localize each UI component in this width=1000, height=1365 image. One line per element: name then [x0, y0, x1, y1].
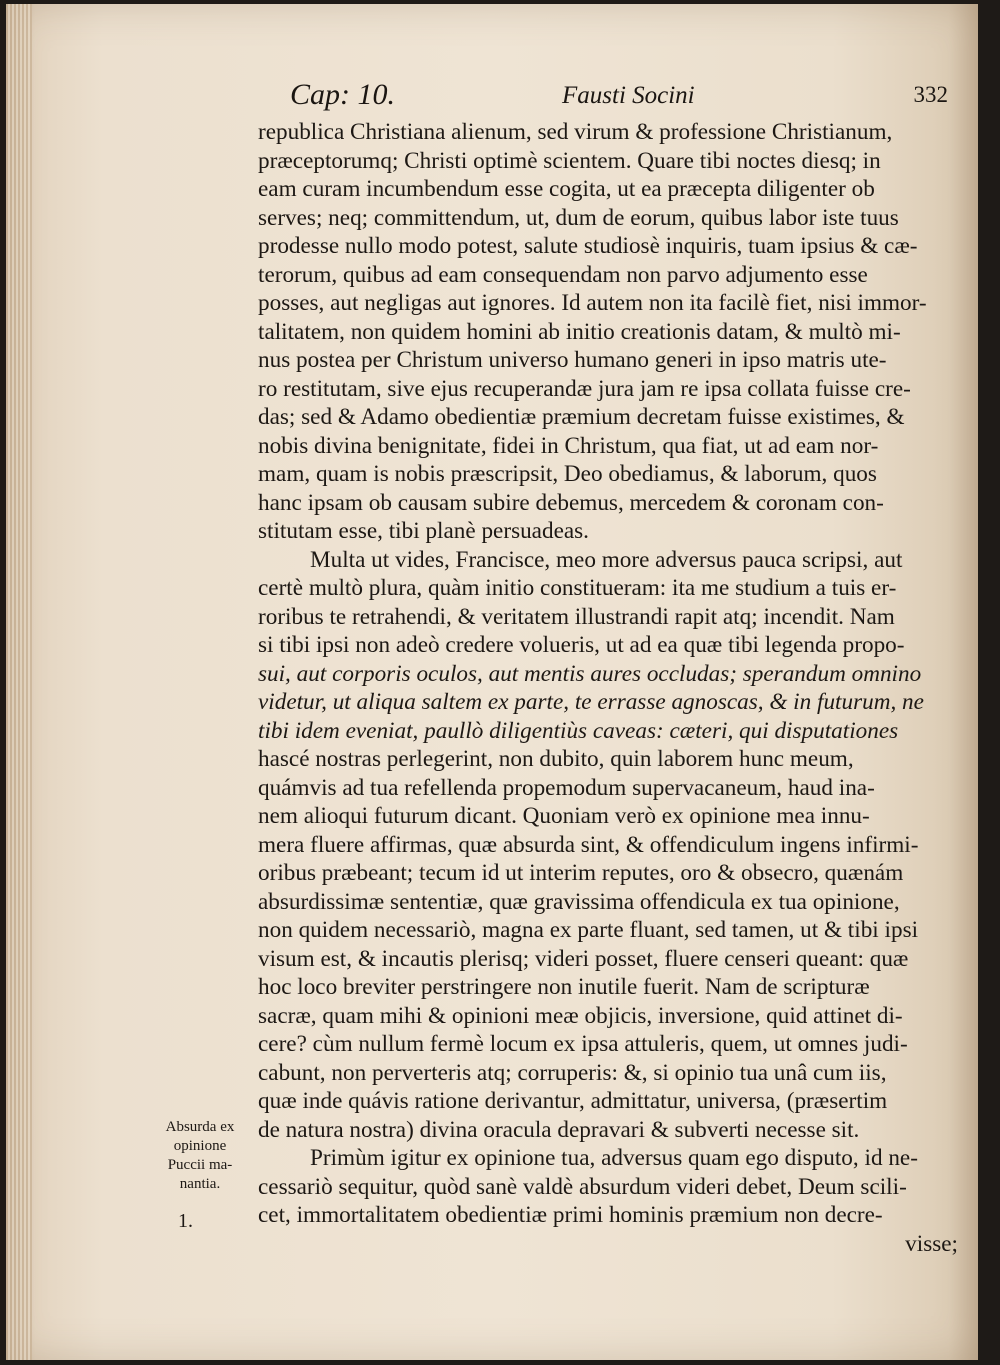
text-line: de natura nostra) divina oracula depravari & subverti necesse sit. — [258, 1116, 860, 1143]
text-line: videtur, ut aliqua saltem ex parte, te errasse agnoscas, & in futurum, ne — [258, 689, 924, 715]
margin-note-line: nantia. — [179, 1176, 221, 1192]
text-line: quæ inde quávis ratione derivantur, admittatur, universa, (præsertim — [258, 1088, 888, 1114]
text-line: nem alioqui futurum dicant. Quoniam verò ex opinione mea innu- — [258, 803, 870, 829]
paragraph-start-line: Primùm igitur ex opinione tua, adversus quam ego disputo, id ne- — [310, 1145, 918, 1171]
text-line: ro restitutam, sive ejus recuperandæ jura jam re ipsa collata fuisse cre- — [258, 375, 911, 402]
text-line: serves; neq; committendum, ut, dum de eorum, quibus labor iste tuus — [258, 204, 899, 231]
text-line: cessariò sequitur, quòd sanè valdè absurdum videri debet, Deum scili- — [258, 1173, 907, 1200]
text-line: das; sed & Adamo obedientiæ præmium decretam fuisse existimes, & — [258, 404, 905, 430]
text-line: eam curam incumbendum esse cogita, ut ea præcepta diligenter ob — [258, 176, 875, 202]
text-line: nus postea per Christum universo humano generi in ipso matris ute- — [258, 347, 887, 373]
chapter-heading: Cap: 10. — [290, 78, 395, 111]
margin-note-line: Puccii ma- — [167, 1157, 233, 1173]
text-line: præceptorumq; Christi optimè scientem. Quare tibi noctes diesq; in — [258, 147, 881, 174]
text-line: mam, quam is nobis præscripsit, Deo obediamus, & laborum, quos — [258, 461, 877, 487]
margin-note-line: Absurda ex — [165, 1119, 235, 1135]
text-line: si tibi ipsi non adeò credere volueris, ut ad ea quæ tibi legenda propo- — [258, 632, 905, 658]
text-line: nobis divina benignitate, fidei in Christum, qua fiat, ut ad eam nor- — [258, 432, 879, 459]
page-number: 332 — [913, 82, 948, 107]
body-text — [258, 118, 958, 1258]
text-line: sui, aut corporis oculos, aut mentis aures occludas; sperandum omnino — [258, 660, 922, 687]
text-line: quámvis ad tua refellenda propemodum supervacaneum, haud ina- — [258, 774, 875, 801]
text-line: prodesse nullo modo potest, salute studiosè inquiris, tuam ipsius & cæ- — [258, 233, 918, 259]
text-line: hoc loco breviter perstringere non inutile fuerit. Nam de scripturæ — [258, 974, 870, 1000]
text-line: cere? cùm nullum fermè locum ex ipsa attuleris, quem, ut omnes judi- — [258, 1031, 908, 1057]
margin-note — [150, 1118, 250, 1194]
margin-number: 1. — [178, 1210, 193, 1232]
text-line: tibi idem eveniat, paullò diligentiùs caveas: cæteri, qui disputationes — [258, 717, 899, 744]
text-line: stitutam esse, tibi planè persuadeas. — [258, 518, 589, 544]
text-line: terorum, quibus ad eam consequendam non parvo adjumento esse — [258, 261, 868, 288]
text-line: oribus præbeant; tecum id ut interim reputes, oro & obsecro, quænám — [258, 860, 904, 886]
running-head — [290, 78, 960, 120]
text-line: republica Christiana alienum, sed virum & professione Christianum, — [258, 119, 893, 145]
catchword: visse; — [905, 1230, 958, 1257]
page-fore-edge — [6, 4, 32, 1360]
text-line: mera fluere affirmas, quæ absurda sint, & offendiculum ingens infirmi- — [258, 831, 919, 858]
text-line: posses, aut negligas aut ignores. Id autem non ita facilè fiet, nisi immor- — [258, 290, 927, 316]
text-line: certè multò plura, quàm initio constitueram: ita me studium a tuis er- — [258, 575, 897, 601]
text-line: cabunt, non perverteris atq; corruperis: &, si opinio tua unâ cum iis, — [258, 1059, 887, 1086]
text-line: sacræ, quam mihi & opinioni meæ objicis, inversione, quid attinet di- — [258, 1002, 903, 1029]
text-line: hascé nostras perlegerint, non dubito, quin laborem hunc meum, — [258, 746, 854, 772]
text-line: visum est, & incautis plerisq; videri posset, fluere censeri queant: quæ — [258, 945, 909, 972]
margin-note-line: opinione — [173, 1138, 227, 1154]
text-line: talitatem, non quidem homini ab initio creationis datam, & multò mi- — [258, 318, 901, 345]
author-heading: Fausti Socini — [562, 82, 695, 109]
text-line: hanc ipsam ob causam subire debemus, mercedem & coronam con- — [258, 489, 884, 516]
text-line: cet, immortalitatem obedientiæ primi hominis præmium non decre- — [258, 1202, 883, 1228]
text-line: roribus te retrahendi, & veritatem illustrandi rapit atq; incendit. Nam — [258, 603, 895, 630]
text-line: absurdissimæ sententiæ, quæ gravissima offendicula ex tua opinione, — [258, 888, 900, 915]
paragraph-start-line: Multa ut vides, Francisce, meo more adversus pauca scripsi, aut — [310, 546, 903, 573]
text-line: non quidem necessariò, magna ex parte fluant, sed tamen, ut & tibi ipsi — [258, 917, 919, 943]
